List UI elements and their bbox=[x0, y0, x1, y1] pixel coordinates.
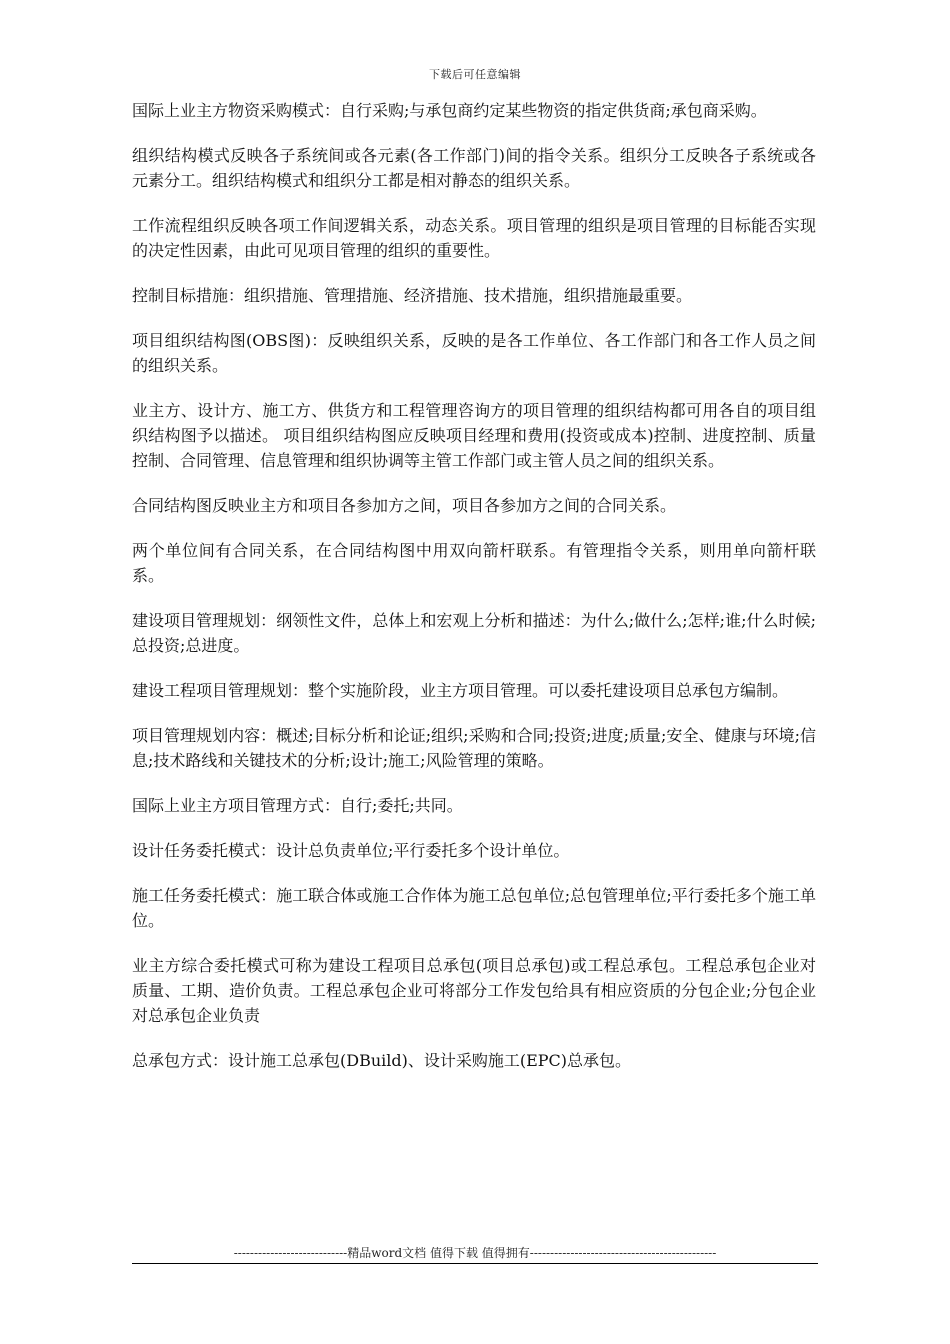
paragraph: 施工任务委托模式：施工联合体或施工合作体为施工总包单位;总包管理单位;平行委托多个施工单位。 bbox=[132, 886, 816, 930]
paragraph: 建设项目管理规划：纲领性文件，总体上和宏观上分析和描述：为什么;做什么;怎样;谁;什么时候;总投资;总进度。 bbox=[132, 611, 816, 655]
paragraph: 总承包方式：设计施工总承包(DBuild)、设计采购施工(EPC)总承包。 bbox=[132, 1051, 632, 1070]
paragraph: 项目组织结构图(OBS图)：反映组织关系，反映的是各工作单位、各工作部门和各工作人员之间的组织关系。 bbox=[132, 331, 816, 375]
paragraph: 建设工程项目管理规划：整个实施阶段，业主方项目管理。可以委托建设项目总承包方编制。 bbox=[132, 681, 789, 700]
paragraph: 国际上业主方项目管理方式：自行;委托;共同。 bbox=[132, 796, 463, 815]
paragraph: 设计任务委托模式：设计总负责单位;平行委托多个设计单位。 bbox=[132, 841, 570, 860]
page-footer: ----------------------------精品word文档 值得下载 值得拥有---------------------------------------------- bbox=[233, 1246, 717, 1260]
paragraph: 合同结构图反映业主方和项目各参加方之间，项目各参加方之间的合同关系。 bbox=[132, 496, 677, 515]
paragraph: 国际上业主方物资采购模式：自行采购;与承包商约定某些物资的指定供货商;承包商采购。 bbox=[132, 101, 767, 120]
paragraph: 控制目标措施：组织措施、管理措施、经济措施、技术措施，组织措施最重要。 bbox=[132, 286, 693, 305]
paragraph: 业主方、设计方、施工方、供货方和工程管理咨询方的项目管理的组织结构都可用各自的项目组织结构图予以描述。 项目组织结构图应反映项目经理和费用(投资或成本)控制、进度控制、质量控制、合同管理、信息管理和组织协调等主管工作部门或主管人员之间的组织关系。 bbox=[132, 401, 816, 470]
paragraph: 两个单位间有合同关系，在合同结构图中用双向箭杆联系。有管理指令关系，则用单向箭杆联系。 bbox=[132, 541, 816, 585]
footer-divider bbox=[132, 1263, 818, 1264]
page-header: 下载后可任意编辑 bbox=[429, 68, 521, 81]
paragraph: 业主方综合委托模式可称为建设工程项目总承包(项目总承包)或工程总承包。工程总承包企业对质量、工期、造价负责。工程总承包企业可将部分工作发包给具有相应资质的分包企业;分包企业对总承包企业负责 bbox=[132, 956, 816, 1025]
paragraph: 工作流程组织反映各项工作间逻辑关系，动态关系。项目管理的组织是项目管理的目标能否实现的决定性因素，由此可见项目管理的组织的重要性。 bbox=[132, 216, 816, 260]
document-body bbox=[132, 98, 816, 1093]
paragraph: 组织结构模式反映各子系统间或各元素(各工作部门)间的指令关系。组织分工反映各子系统或各元素分工。组织结构模式和组织分工都是相对静态的组织关系。 bbox=[132, 146, 816, 190]
paragraph: 项目管理规划内容：概述;目标分析和论证;组织;采购和合同;投资;进度;质量;安全、健康与环境;信息;技术路线和关键技术的分析;设计;施工;风险管理的策略。 bbox=[132, 726, 816, 770]
